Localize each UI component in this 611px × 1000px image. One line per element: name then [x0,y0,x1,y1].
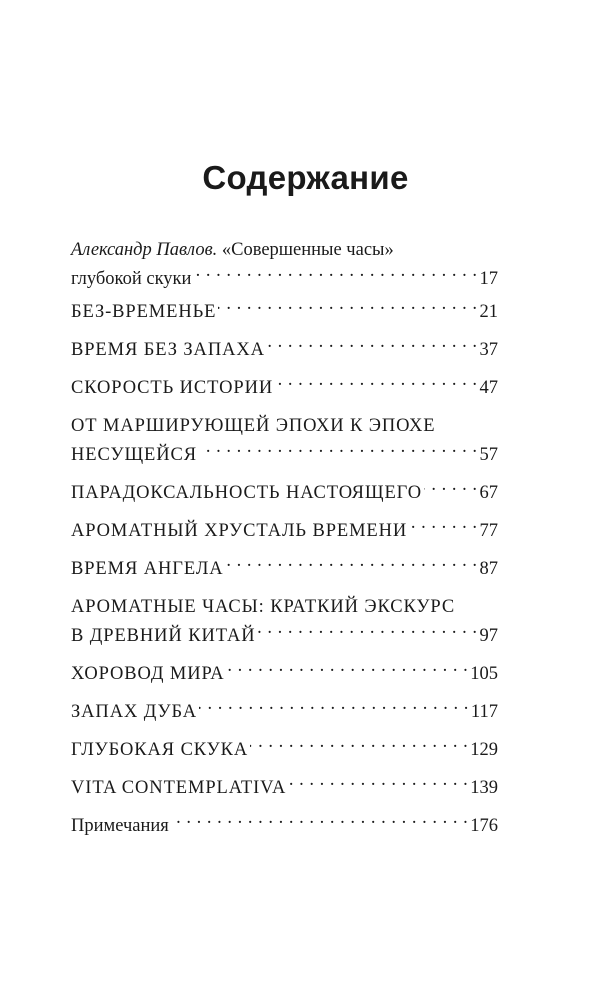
toc-entry-last-line [71,298,498,327]
dot-leader [288,775,468,794]
page-title: Содержание [202,159,409,196]
dot-leader [258,623,478,642]
toc-entry-page: 87 [479,559,498,579]
toc-entry-last-line [71,660,498,689]
toc-entry-last-line [71,555,498,584]
toc-entry-title-line: АРОМАТНЫЕ ЧАСЫ: КРАТКИЙ ЭКСКУРС [71,597,456,617]
toc-entry [71,412,498,470]
dot-leader [218,299,477,318]
toc-entry-title: ПАРАДОКСАЛЬНОСТЬ НАСТОЯЩЕГО [71,483,423,503]
toc-entry-page: 117 [470,702,498,722]
toc-entry-title: глубокой скуки [71,269,192,289]
dot-leader [424,480,477,499]
toc-entry [71,774,498,803]
toc-entry-title: ВРЕМЯ БЕЗ ЗАПАХА [71,340,265,360]
toc-entry-title: VITA CONTEMPLATIVA [71,778,287,798]
toc-entry-last-line [71,622,498,651]
toc-entry-page: 77 [479,521,498,541]
toc-entry-page: 47 [479,378,498,398]
toc-entry [71,236,498,294]
toc-entry-title: БЕЗ-ВРЕМЕНЬЕ [71,302,217,322]
toc-entry [71,555,498,584]
dot-leader [199,442,478,461]
toc-entry [71,736,498,765]
dot-leader [199,699,469,718]
toc-entry-page: 97 [479,626,498,646]
toc-entry-title: СКОРОСТЬ ИСТОРИИ [71,378,274,398]
dot-leader [171,813,468,832]
toc-entry-last-line [71,441,498,470]
toc-entry [71,336,498,365]
toc-entry-first-line [71,236,498,265]
toc-entry [71,698,498,727]
toc-entry-title: АРОМАТНЫЙ ХРУСТАЛЬ ВРЕМЕНИ [71,521,408,541]
toc-entry-last-line [71,336,498,365]
toc-entry-page: 176 [470,816,498,836]
toc-entry-page: 129 [470,740,498,760]
toc-entry-title: ХОРОВОД МИРА [71,664,225,684]
toc-entry-title: Примечания [71,816,169,836]
toc-entry [71,593,498,651]
dot-leader [267,337,478,356]
table-of-contents [71,236,498,841]
toc-entry-page: 17 [479,269,498,289]
toc-entry-last-line [71,736,498,765]
toc-entry-title-line: «Совершенные часы» [221,240,394,260]
dot-leader [250,737,468,756]
toc-entry [71,479,498,508]
toc-entry-last-line [71,479,498,508]
toc-entry-last-line [71,698,498,727]
toc-entry [71,517,498,546]
toc-entry-last-line [71,265,498,294]
toc-entry-page: 57 [479,445,498,465]
toc-entry-page: 67 [479,483,498,503]
toc-entry-title: ВРЕМЯ АНГЕЛА [71,559,224,579]
toc-entry-title: НЕСУЩЕЙСЯ [71,445,197,465]
toc-entry-page: 139 [470,778,498,798]
toc-entry-page: 37 [479,340,498,360]
toc-entry-title: В ДРЕВНИЙ КИТАЙ [71,626,256,646]
dot-leader [193,266,477,285]
toc-entry-title: ЗАПАХ ДУБА [71,702,198,722]
toc-entry-last-line [71,812,498,841]
toc-entry-last-line [71,774,498,803]
toc-entry-title: ГЛУБОКАЯ СКУКА [71,740,249,760]
toc-entry-last-line [71,517,498,546]
toc-entry-title-line: ОТ МАРШИРУЮЩЕЙ ЭПОХИ К ЭПОХЕ [71,416,436,436]
dot-leader [226,556,478,575]
toc-entry [71,374,498,403]
toc-entry [71,660,498,689]
dot-leader [227,661,469,680]
toc-entry-author: Александр Павлов. [71,240,218,260]
toc-entry-last-line [71,374,498,403]
dot-leader [275,375,477,394]
toc-entry [71,812,498,841]
toc-entry-page: 105 [470,664,498,684]
dot-leader [409,518,477,537]
toc-entry [71,298,498,327]
toc-entry-page: 21 [479,302,498,322]
